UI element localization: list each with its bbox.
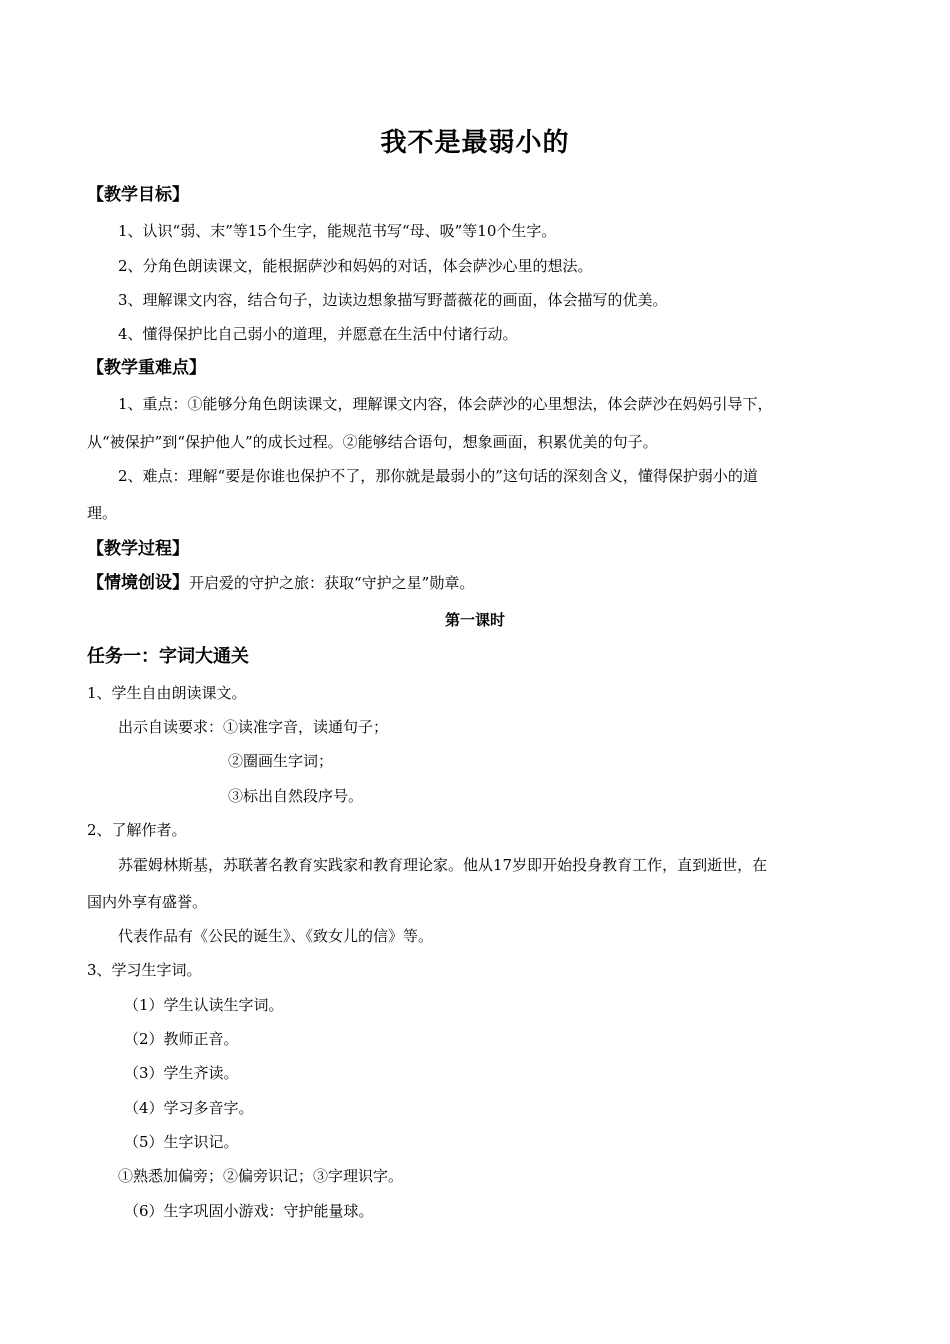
step-1: 1、学生自由朗读课文。 <box>87 684 247 702</box>
sub-step-5-detail: ①熟悉加偏旁；②偏旁识记；③字理识字。 <box>118 1167 404 1185</box>
author-works: 代表作品有《公民的诞生》、《致女儿的信》等。 <box>118 927 434 945</box>
step-2: 2、了解作者。 <box>87 821 187 839</box>
step-1-requirement-2: ②圈画生字词； <box>228 752 334 770</box>
goal-item-4: 4、懂得保护比自己弱小的道理，并愿意在生活中付诸行动。 <box>118 325 518 343</box>
goal-item-1: 1、认识“弱、末”等15个生字，能规范书写“母、吸”等10个生字。 <box>118 222 557 240</box>
step-1-requirement-3: ③标出自然段序号。 <box>228 787 364 805</box>
sub-step-1: （1）学生认读生字词。 <box>124 996 284 1014</box>
sub-step-6: （6）生字巩固小游戏：守护能量球。 <box>124 1202 374 1220</box>
sub-step-4: （4）学习多音字。 <box>124 1099 254 1117</box>
scenario-label: 【情境创设】 <box>87 573 189 593</box>
key-point-2-line-1: 2、难点：理解“要是你谁也保护不了，那你就是最弱小的”这句话的深刻含义，懂得保护弱小的道 <box>118 467 758 485</box>
key-points-heading: 【教学重难点】 <box>87 358 206 378</box>
goal-item-2: 2、分角色朗读课文，能根据萨沙和妈妈的对话，体会萨沙心里的想法。 <box>118 257 593 275</box>
goal-item-3: 3、理解课文内容，结合句子，边读边想象描写野蔷薇花的画面，体会描写的优美。 <box>118 291 668 309</box>
sub-step-5: （5）生字识记。 <box>124 1133 239 1151</box>
key-point-2-line-2: 理。 <box>87 504 118 522</box>
goals-heading: 【教学目标】 <box>87 185 189 205</box>
sub-step-2: （2）教师正音。 <box>124 1030 239 1048</box>
key-point-1-line-1: 1、重点：①能够分角色朗读课文，理解课文内容，体会萨沙的心里想法，体会萨沙在妈妈引导下， <box>118 395 773 413</box>
sub-step-3: （3）学生齐读。 <box>124 1064 239 1082</box>
step-1-requirement: 出示自读要求：①读准字音，读通句子； <box>118 718 389 736</box>
author-line-1: 苏霍姆林斯基，苏联著名教育实践家和教育理论家。他从17岁即开始投身教育工作，直到逝世，在 <box>118 856 768 874</box>
task-1-title: 任务一：字词大通关 <box>87 646 249 667</box>
key-point-1-line-2: 从“被保护”到“保护他人”的成长过程。②能够结合语句，想象画面，积累优美的句子。 <box>87 433 658 451</box>
scenario-line <box>87 573 474 593</box>
process-heading: 【教学过程】 <box>87 539 189 559</box>
step-3: 3、学习生字词。 <box>87 961 202 979</box>
page-title: 我不是最弱小的 <box>380 128 570 158</box>
lesson-title: 第一课时 <box>444 611 505 629</box>
author-line-2: 国内外享有盛誉。 <box>87 893 208 911</box>
scenario-text: 开启爱的守护之旅：获取“守护之星”勋章。 <box>189 574 475 592</box>
